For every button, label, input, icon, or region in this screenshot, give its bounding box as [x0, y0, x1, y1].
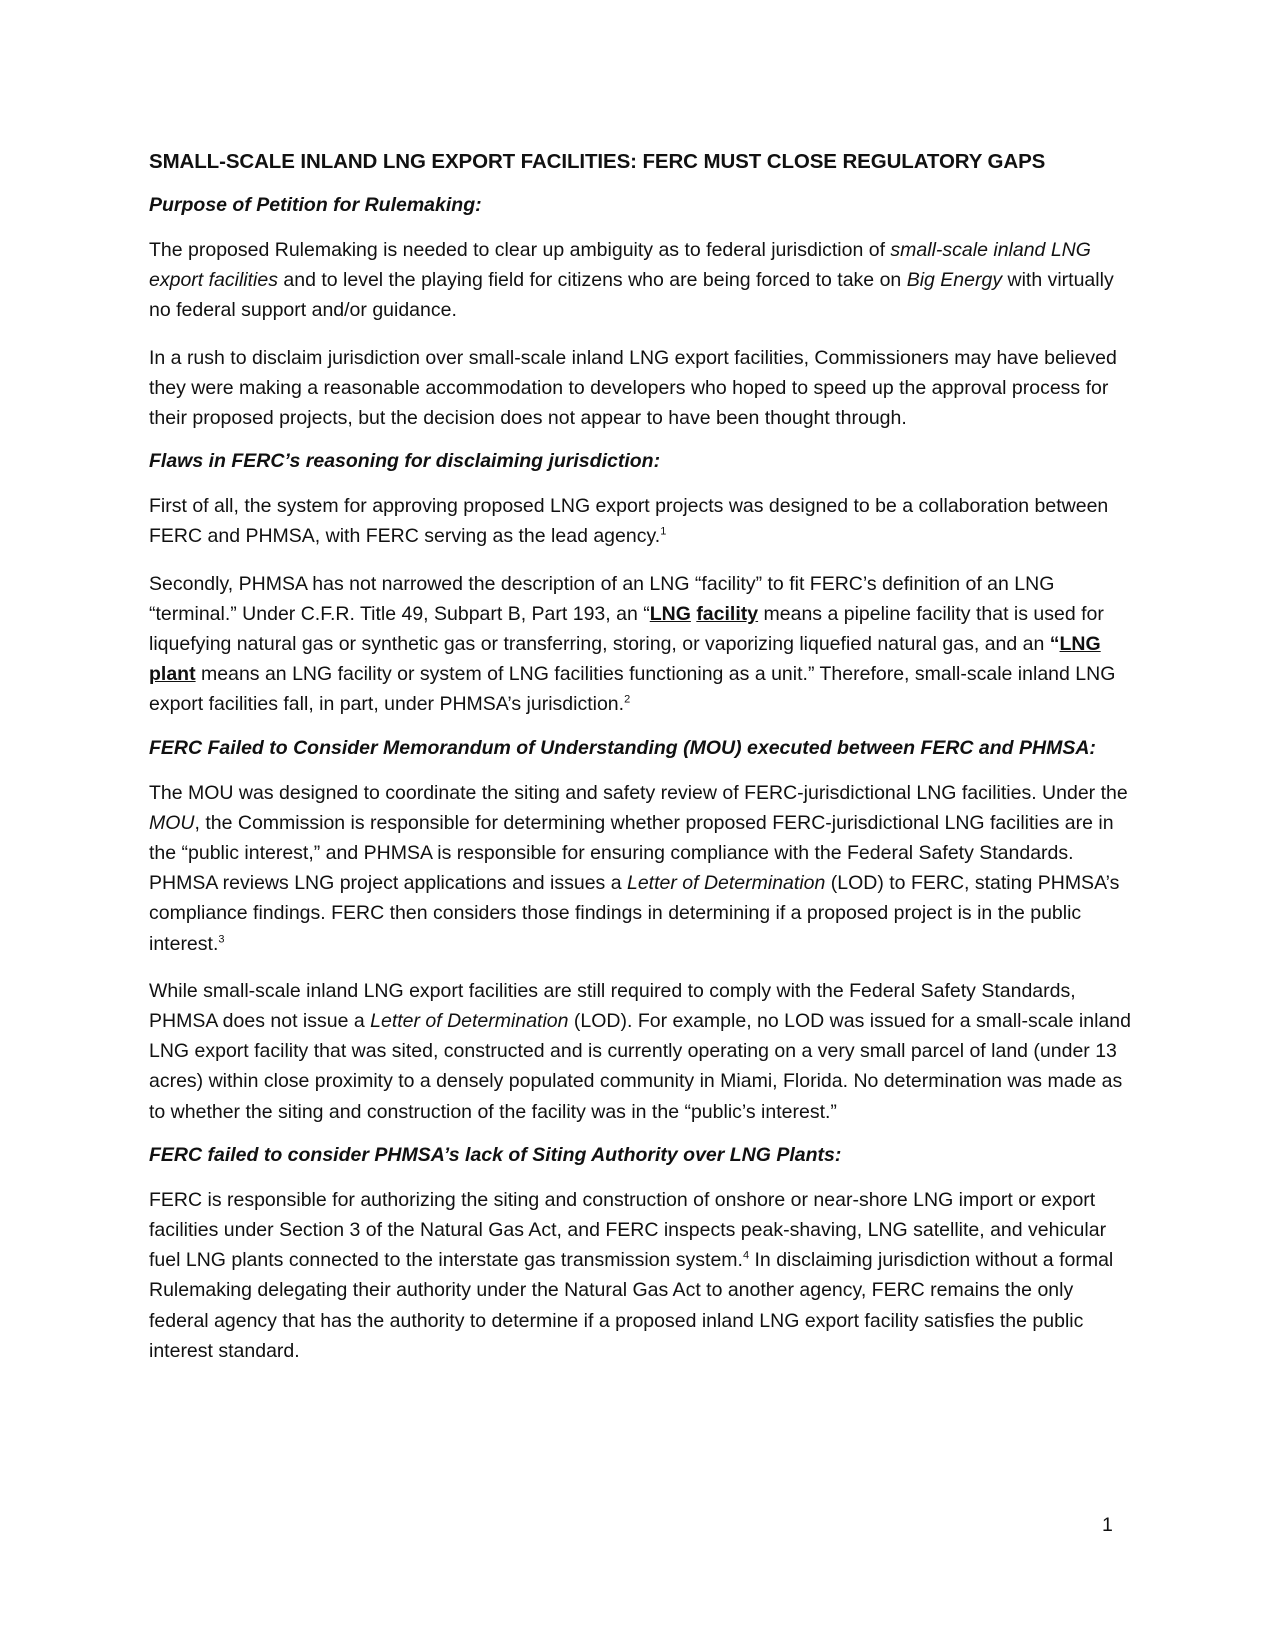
paragraph: In a rush to disclaim jurisdiction over small-scale inland LNG export facilities, Commissioners may have believed they were making a reasonable accommodation to developers who hoped to speed up the approval process for their proposed projects, but the decision does not appear to have been thought through.: [149, 346, 1117, 430]
document-page: [149, 150, 1134, 1383]
footnote-marker: 1: [660, 525, 667, 538]
section-heading-mou: FERC Failed to Consider Memorandum of Understanding (MOU) executed between FERC and PHMSA:: [149, 736, 1096, 759]
section-heading-siting: FERC failed to consider PHMSA’s lack of Siting Authority over LNG Plants:: [149, 1143, 842, 1166]
section-heading-flaws: Flaws in FERC’s reasoning for disclaiming jurisdiction:: [149, 450, 661, 473]
paragraph: The proposed Rulemaking is needed to clear up ambiguity as to federal jurisdiction of small-scale inland LNG export facilities and to level the playing field for citizens who are being forced to take on Big Energy with virtually no federal support and/or guidance.: [149, 239, 1114, 322]
paragraph: First of all, the system for approving proposed LNG export projects was designed to be a collaboration between FERC and PHMSA, with FERC serving as the lead agency.$^1$: [149, 495, 1109, 548]
paragraph: Secondly, PHMSA has not narrowed the description of an LNG “facility” to fit FERC’s definition of an LNG “terminal.” Under C.F.R. Title 49, Subpart B, Part 193, an “LNG facility means a pipeline facility that is used for liquefying natural gas or synthetic gas or transferring, storing, or vaporizing liquefied natural gas, and an “LNG plant means an LNG facility or system of LNG facilities functioning as a unit.” Therefore, small-scale inland LNG export facilities fall, in part, under PHMSA’s jurisdiction.$^2$: [149, 572, 1116, 716]
page-number: 1: [1102, 1514, 1113, 1536]
footnote-marker: 2: [624, 693, 631, 706]
footnote-marker: 4: [742, 1249, 750, 1262]
footnote-marker: 3: [218, 933, 225, 946]
paragraph: While small-scale inland LNG export facilities are still required to comply with the Federal Safety Standards, PHMSA does not issue a Letter of Determination (LOD). For example, no LOD was issued for a small-scale inland LNG export facility that was sited, constructed and is currently operating on a very small parcel of land (under 13 acres) within close proximity to a densely populated community in Miami, Florida. No determination was made as to whether the siting and construction of the facility was in the “public’s interest.”: [149, 979, 1131, 1123]
section-heading-purpose: Purpose of Petition for Rulemaking:: [149, 194, 482, 216]
paragraph: The MOU was designed to coordinate the siting and safety review of FERC-jurisdictional LNG facilities. Under the MOU, the Commission is responsible for determining whether proposed FERC-jurisdictional LNG facilities are in the “public interest,” and PHMSA is responsible for ensuring compliance with the Federal Safety Standards. PHMSA reviews LNG project applications and issues a Letter of Determination (LOD) to FERC, stating PHMSA’s compliance findings. FERC then considers those findings in determining if a proposed project is in the public interest.$^3$: [149, 781, 1128, 955]
document-title: SMALL-SCALE INLAND LNG EXPORT FACILITIES: FERC MUST CLOSE REGULATORY GAPS: [149, 150, 1046, 173]
paragraph: FERC is responsible for authorizing the siting and construction of onshore or near-shore LNG import or export facilities under Section 3 of the Natural Gas Act, and FERC inspects peak-shaving, LNG satellite, and vehicular fuel LNG plants connected to the interstate gas transmission system.$^4$ In disclaiming jurisdiction without a formal Rulemaking delegating their authority under the Natural Gas Act to another agency, FERC remains the only federal agency that has the authority to determine if a proposed inland LNG export facility satisfies the public interest standard.: [149, 1188, 1114, 1362]
